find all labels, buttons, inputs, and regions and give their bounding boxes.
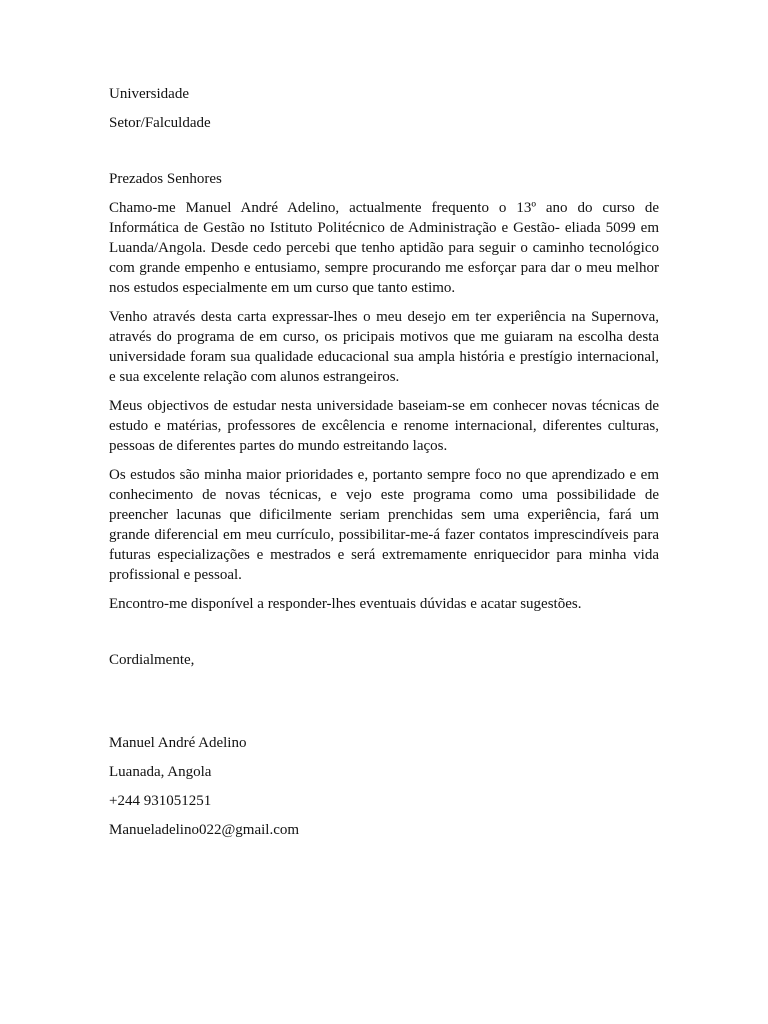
signature-name: Manuel André Adelino <box>109 735 247 751</box>
signature-phone: +244 931051251 <box>109 793 212 809</box>
signature-location: Luanada, Angola <box>109 764 212 780</box>
body-paragraph-1: Chamo-me Manuel André Adelino, actualmente frequento o 13º ano do curso de Informática de Gestão no Istituto Politécnico de Administração e Gestão- eliada 5099 em Luanda/Angola. Desde cedo percebi que tenho aptidão para seguir o caminho tecnológico com grande empenho e entusiamo, sempre procurando me esforçar para dar o meu melhor nos estudos especialmente em um curso que tanto estimo. <box>109 200 659 296</box>
closing: Cordialmente, <box>109 652 195 668</box>
body-paragraph-3: Meus objectivos de estudar nesta universidade baseiam-se em conhecer novas técnicas de estudo e matérias, professores de excêlencia e renome internacional, diferentes culturas, pessoas de diferentes partes do mundo estreitando laços. <box>109 398 659 454</box>
sector-line: Setor/Falculdade <box>109 115 211 131</box>
body-paragraph-5: Encontro-me disponível a responder-lhes eventuais dúvidas e acatar sugestões. <box>109 596 582 612</box>
body-paragraph-2: Venho através desta carta expressar-lhes o meu desejo em ter experiência na Supernova, através do programa de em curso, os pricipais motivos que me guiaram na escolha desta universidade foram sua qualidade educacional sua ampla história e prestígio internacional, e sua excelente relação com alunos estrangeiros. <box>109 309 659 385</box>
letter-content <box>109 84 659 849</box>
body-paragraph-4: Os estudos são minha maior prioridades e, portanto sempre foco no que aprendizado e em conhecimento de novas técnicas, e vejo este programa como uma possibilidade de preencher lacunas que dificilmente seriam prenchidas sem uma experiência, fará um grande diferencial em meu currículo, possibilitar-me-á fazer contatos imprescindíveis para futuras especializações e mestrados e será extremamente enriquecidor para minha vida profissional e pessoal. <box>109 467 659 583</box>
signature-email: Manueladelino022@gmail.com <box>109 822 300 838</box>
university-line: Universidade <box>109 86 189 102</box>
greeting: Prezados Senhores <box>109 171 222 187</box>
